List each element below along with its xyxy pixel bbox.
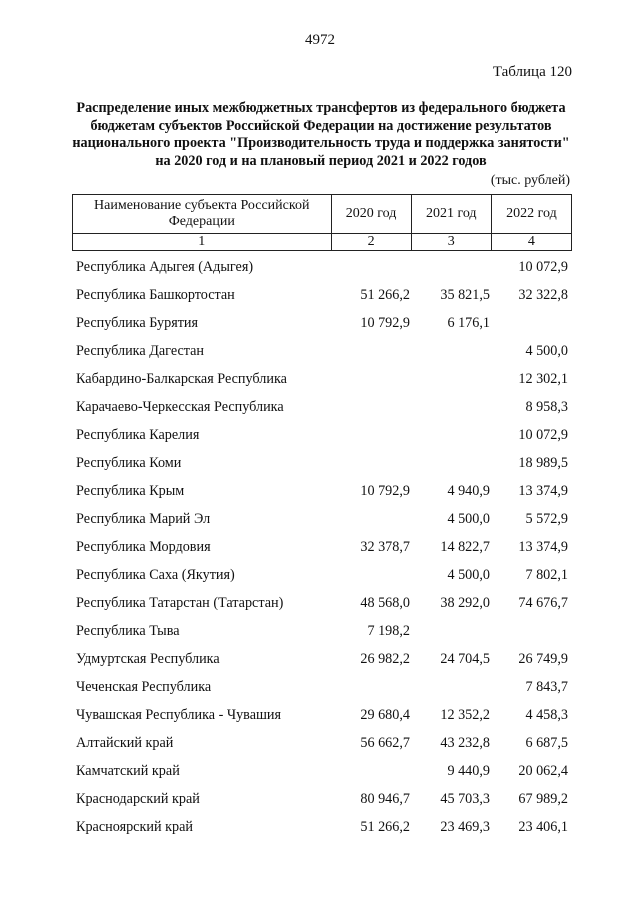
- table-row: [72, 309, 572, 337]
- table-row: [72, 589, 572, 617]
- table-row: [72, 785, 572, 813]
- region-name: Алтайский край: [76, 735, 174, 751]
- header-num-2: 2: [331, 234, 411, 251]
- header-2022: 2022 год: [491, 195, 571, 234]
- document-title: Распределение иных межбюджетных трансфертов из федерального бюджета бюджетам субъектов Российской Федерации на достижение результатов национального проекта "Производительность труда и поддержка занятости" на 2020 год и на плановый период 2021 и 2022 годов: [72, 100, 570, 169]
- region-name: Камчатский край: [76, 763, 180, 779]
- value-2022: 13 374,9: [518, 483, 568, 499]
- table-row: [72, 701, 572, 729]
- value-2022: 4 458,3: [525, 707, 568, 723]
- value-2020: 51 266,2: [360, 819, 410, 835]
- value-2022: 7 843,7: [525, 679, 568, 695]
- region-name: Республика Татарстан (Татарстан): [76, 595, 284, 611]
- table-row: [72, 729, 572, 757]
- value-2021: 6 176,1: [447, 315, 490, 331]
- value-2022: 67 989,2: [518, 791, 568, 807]
- table-body: [72, 253, 572, 841]
- page-number: 4972: [305, 32, 335, 48]
- table-row: [72, 673, 572, 701]
- table-row: [72, 449, 572, 477]
- table-row: [72, 393, 572, 421]
- table-row: [72, 253, 572, 281]
- table-row: [72, 477, 572, 505]
- region-name: Республика Башкортостан: [76, 287, 235, 303]
- value-2022: 7 802,1: [525, 567, 568, 583]
- value-2021: 35 821,5: [440, 287, 490, 303]
- region-name: Кабардино-Балкарская Республика: [76, 371, 287, 387]
- region-name: Красноярский край: [76, 819, 193, 835]
- value-2021: 9 440,9: [447, 763, 490, 779]
- value-2022: 32 322,8: [518, 287, 568, 303]
- region-name: Чувашская Республика - Чувашия: [76, 707, 282, 723]
- table-row: [72, 617, 572, 645]
- value-2020: 7 198,2: [367, 623, 410, 639]
- value-2021: 4 940,9: [447, 483, 490, 499]
- value-2021: 14 822,7: [440, 539, 490, 555]
- value-2021: 45 703,3: [440, 791, 490, 807]
- table-row: [72, 813, 572, 841]
- region-name: Республика Мордовия: [76, 539, 211, 555]
- value-2021: 24 704,5: [440, 651, 490, 667]
- table-row: [72, 421, 572, 449]
- header-num-4: 4: [491, 234, 571, 251]
- value-2022: 10 072,9: [518, 427, 568, 443]
- region-name: Республика Марий Эл: [76, 511, 211, 527]
- table-row: [72, 281, 572, 309]
- region-name: Республика Бурятия: [76, 315, 199, 331]
- region-name: Удмуртская Республика: [76, 651, 220, 667]
- table-header: [72, 194, 572, 251]
- region-name: Республика Дагестан: [76, 343, 205, 359]
- table-row: [72, 533, 572, 561]
- value-2020: 51 266,2: [360, 287, 410, 303]
- table-row: [72, 561, 572, 589]
- value-2022: 6 687,5: [525, 735, 568, 751]
- value-2022: 8 958,3: [525, 399, 568, 415]
- value-2021: 4 500,0: [447, 511, 490, 527]
- region-name: Республика Крым: [76, 483, 185, 499]
- value-2022: 23 406,1: [518, 819, 568, 835]
- value-2022: 4 500,0: [525, 343, 568, 359]
- region-name: Республика Карелия: [76, 427, 200, 443]
- value-2021: 4 500,0: [447, 567, 490, 583]
- region-name: Республика Адыгея (Адыгея): [76, 259, 254, 275]
- value-2022: 12 302,1: [518, 371, 568, 387]
- value-2021: 38 292,0: [440, 595, 490, 611]
- region-name: Республика Тыва: [76, 623, 180, 639]
- table-label: Таблица 120: [492, 64, 572, 80]
- value-2022: 13 374,9: [518, 539, 568, 555]
- value-2022: 26 749,9: [518, 651, 568, 667]
- value-2020: 26 982,2: [360, 651, 410, 667]
- value-2020: 80 946,7: [360, 791, 410, 807]
- value-2022: 18 989,5: [518, 455, 568, 471]
- table-row: [72, 757, 572, 785]
- region-name: Республика Коми: [76, 455, 182, 471]
- value-2020: 29 680,4: [360, 707, 410, 723]
- header-2021: 2021 год: [411, 195, 491, 234]
- header-2020: 2020 год: [331, 195, 411, 234]
- table-row: [72, 365, 572, 393]
- value-2020: 32 378,7: [360, 539, 410, 555]
- value-2021: 23 469,3: [440, 819, 490, 835]
- value-2020: 48 568,0: [360, 595, 410, 611]
- table-row: [72, 645, 572, 673]
- header-num-3: 3: [411, 234, 491, 251]
- region-name: Республика Саха (Якутия): [76, 567, 235, 583]
- units-label: (тыс. рублей): [490, 173, 570, 188]
- value-2020: 10 792,9: [360, 483, 410, 499]
- value-2022: 10 072,9: [518, 259, 568, 275]
- value-2020: 56 662,7: [360, 735, 410, 751]
- header-name: Наименование субъекта Российской Федерации: [73, 195, 332, 234]
- region-name: Чеченская Республика: [76, 679, 212, 695]
- value-2022: 5 572,9: [525, 511, 568, 527]
- value-2022: 74 676,7: [518, 595, 568, 611]
- value-2020: 10 792,9: [360, 315, 410, 331]
- header-num-1: 1: [73, 234, 332, 251]
- table-row: [72, 337, 572, 365]
- region-name: Карачаево-Черкесская Республика: [76, 399, 284, 415]
- value-2021: 43 232,8: [440, 735, 490, 751]
- value-2022: 20 062,4: [518, 763, 568, 779]
- table-row: [72, 505, 572, 533]
- region-name: Краснодарский край: [76, 791, 200, 807]
- value-2021: 12 352,2: [440, 707, 490, 723]
